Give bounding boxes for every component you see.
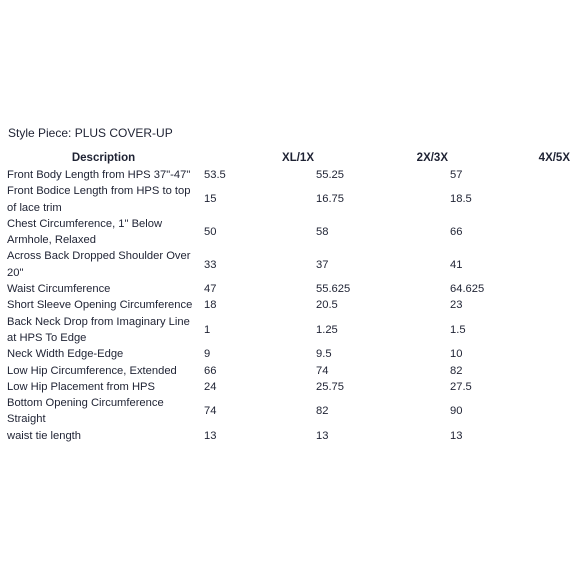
value-2x-3x: 16.75 [316, 193, 344, 206]
value-2x-3x: 74 [316, 364, 329, 377]
value-4x-5x: 82 [450, 364, 463, 377]
table-row [5, 379, 570, 395]
table-row [5, 346, 570, 362]
header-size-xl-1x: XL/1X [282, 152, 314, 165]
value-xl-1x: 47 [204, 283, 217, 296]
size-spec-table [5, 150, 570, 444]
value-2x-3x: 37 [316, 258, 329, 271]
value-xl-1x: 18 [204, 299, 217, 312]
measurement-description: Waist Circumference [7, 283, 111, 296]
measurement-description: Neck Width Edge-Edge [7, 348, 124, 361]
value-4x-5x: 90 [450, 405, 463, 418]
table-row [5, 281, 570, 297]
measurement-description: Short Sleeve Opening Circumference [7, 299, 193, 312]
table-row [5, 216, 570, 249]
value-xl-1x: 33 [204, 258, 217, 271]
value-2x-3x: 13 [316, 429, 329, 442]
value-4x-5x: 57 [450, 169, 463, 181]
measurement-description: Chest Circumference, 1" Below Armhole, Relaxed [7, 217, 163, 247]
style-piece-title: Style Piece: PLUS COVER-UP [8, 126, 173, 140]
table-header-row [5, 150, 570, 167]
value-4x-5x: 66 [450, 226, 463, 239]
value-2x-3x: 58 [316, 226, 329, 239]
value-2x-3x: 25.75 [316, 380, 344, 393]
measurement-description: Bottom Opening Circumference Straight [7, 397, 164, 426]
table-row [5, 314, 570, 347]
table-row [5, 363, 570, 379]
table-row [5, 428, 570, 444]
header-description: Description [71, 152, 136, 165]
value-xl-1x: 13 [204, 429, 217, 442]
table-row [5, 297, 570, 313]
value-2x-3x: 55.25 [316, 169, 344, 181]
value-2x-3x: 20.5 [316, 299, 338, 312]
value-4x-5x: 10 [450, 348, 463, 361]
value-xl-1x: 1 [204, 323, 211, 336]
value-4x-5x: 41 [450, 258, 463, 271]
value-xl-1x: 53.5 [204, 169, 226, 181]
value-4x-5x: 1.5 [450, 323, 466, 336]
measurement-description: Across Back Dropped Shoulder Over 20" [7, 250, 191, 279]
value-xl-1x: 15 [204, 193, 217, 206]
measurement-description: Low Hip Circumference, Extended [7, 364, 177, 377]
table-row [5, 248, 570, 281]
header-size-2x-3x: 2X/3X [416, 152, 448, 165]
measurement-description: Back Neck Drop from Imaginary Line at HPS To Edge [7, 315, 190, 344]
measurement-description: Front Bodice Length from HPS to top of lace trim [7, 185, 191, 214]
value-2x-3x: 82 [316, 405, 329, 418]
value-4x-5x: 13 [450, 429, 463, 442]
value-4x-5x: 27.5 [450, 380, 472, 393]
measurement-description: Front Body Length from HPS 37"-47" [7, 169, 191, 181]
measurement-description: waist tie length [7, 429, 82, 442]
value-xl-1x: 50 [204, 226, 217, 239]
header-size-4x-5x: 4X/5X [538, 152, 570, 165]
value-xl-1x: 66 [204, 364, 217, 377]
value-4x-5x: 64.625 [450, 283, 485, 296]
measurement-description: Low Hip Placement from HPS [7, 380, 155, 393]
value-2x-3x: 1.25 [316, 323, 338, 336]
table-row [5, 167, 570, 183]
value-4x-5x: 18.5 [450, 193, 472, 206]
value-2x-3x: 55.625 [316, 283, 351, 296]
table-row [5, 183, 570, 216]
value-xl-1x: 9 [204, 348, 211, 361]
table-row [5, 395, 570, 428]
value-2x-3x: 9.5 [316, 348, 332, 361]
value-xl-1x: 24 [204, 380, 217, 393]
value-xl-1x: 74 [204, 405, 217, 418]
value-4x-5x: 23 [450, 299, 463, 312]
